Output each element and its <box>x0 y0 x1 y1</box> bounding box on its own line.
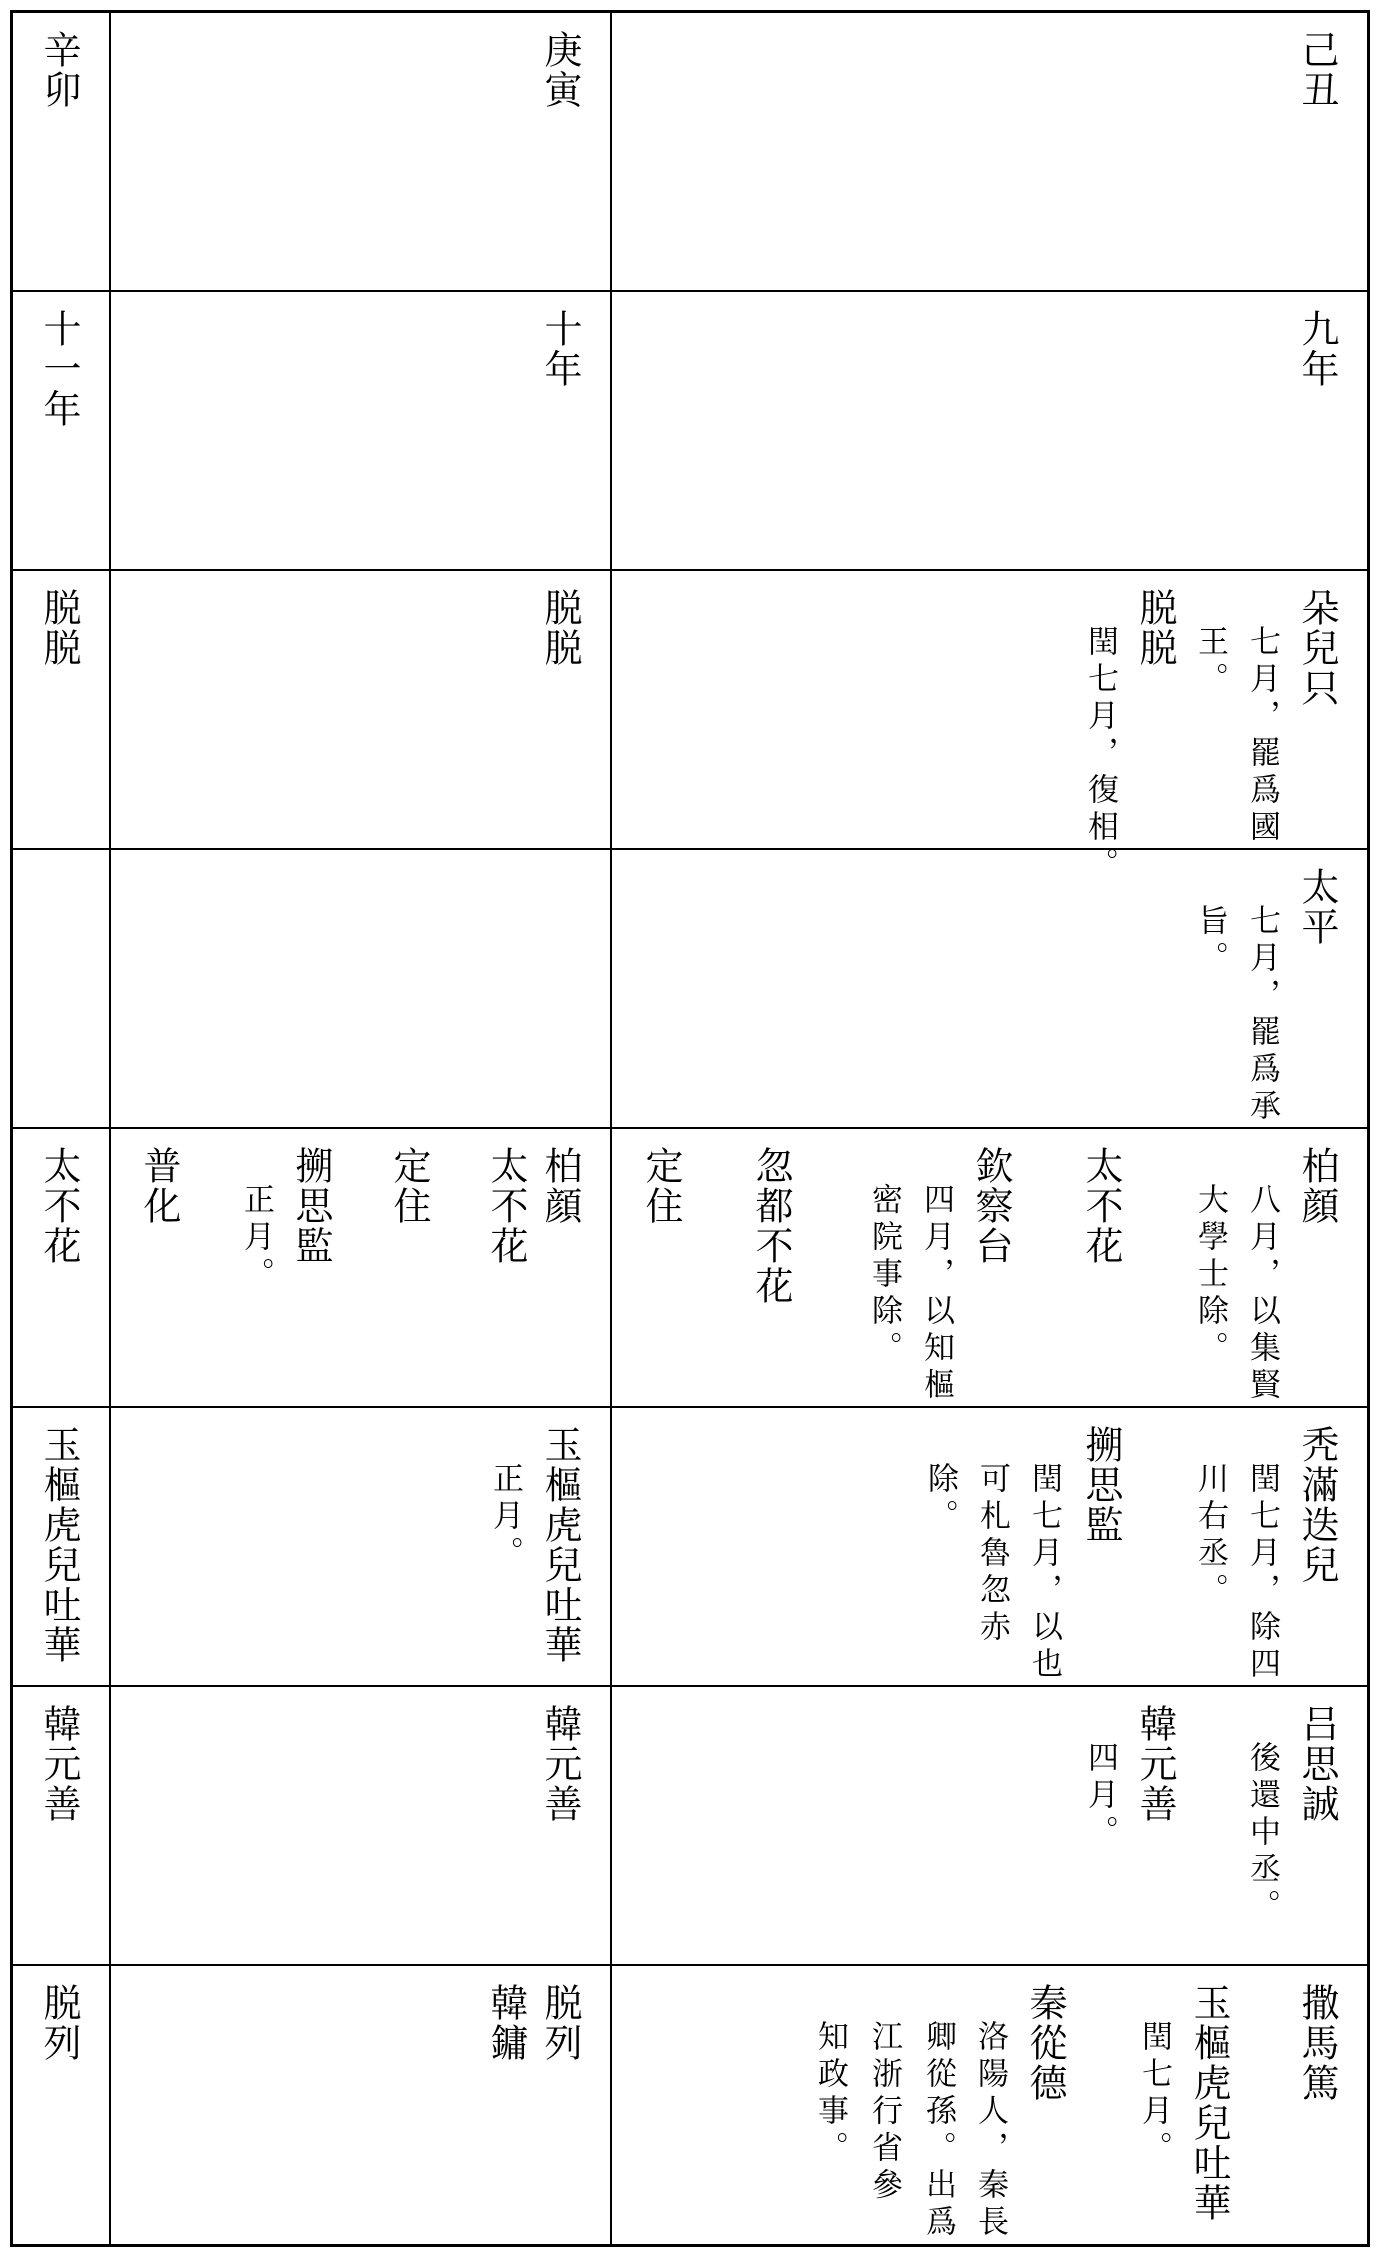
year-heading: 庚寅 <box>538 30 582 110</box>
era-year-heading: 九年 <box>1295 309 1339 389</box>
official-name: 搠思監 <box>1079 1425 1123 1545</box>
row-divider <box>10 1964 1370 1966</box>
official-name: 搠思監 <box>289 1146 333 1266</box>
appointment-note: 卿從孫。出爲 <box>920 2020 956 2242</box>
official-name: 柏顔 <box>538 1146 582 1226</box>
row-divider <box>10 569 1370 571</box>
appointment-note: 四月。 <box>1082 1741 1118 1852</box>
official-name: 韓元善 <box>37 1704 81 1824</box>
official-name: 韓鏞 <box>484 1983 528 2063</box>
appointment-note: 七月，罷爲承 <box>1244 904 1280 1126</box>
official-name: 欽察台 <box>969 1146 1013 1266</box>
appointment-note: 八月，以集賢 <box>1244 1183 1280 1405</box>
official-name: 秦從德 <box>1023 1983 1067 2103</box>
row-divider <box>10 1127 1370 1129</box>
appointment-note: 正月。 <box>487 1462 523 1573</box>
appointment-note: 可札魯忽赤 <box>974 1462 1010 1647</box>
official-name: 定住 <box>639 1146 683 1226</box>
appointment-note: 除。 <box>922 1462 958 1536</box>
official-name: 玉樞虎兒吐華 <box>1187 1983 1231 2223</box>
appointment-note: 密院事除。 <box>866 1183 902 1368</box>
year-heading: 辛卯 <box>37 30 81 110</box>
appointment-note: 正月。 <box>238 1183 274 1294</box>
era-year-heading: 十年 <box>538 309 582 389</box>
row-divider <box>10 290 1370 292</box>
official-name: 柏顔 <box>1295 1146 1339 1226</box>
appointment-note: 四月，以知樞 <box>918 1183 954 1405</box>
official-name: 韓元善 <box>1133 1704 1177 1824</box>
official-name: 太不花 <box>37 1146 81 1266</box>
official-name: 脱列 <box>538 1983 582 2063</box>
table-border-bottom <box>10 2244 1370 2247</box>
appointment-note: 知政事。 <box>812 2020 848 2168</box>
appointment-note: 閏七月，除四 <box>1244 1462 1280 1684</box>
appointment-note: 江浙行省參 <box>866 2020 902 2205</box>
appointment-note: 七月，罷爲國 <box>1244 625 1280 847</box>
official-name: 脱脱 <box>37 588 81 668</box>
era-year-heading: 十一年 <box>37 309 81 429</box>
row-divider <box>10 1406 1370 1408</box>
official-name: 普化 <box>137 1146 181 1226</box>
official-name: 忽都不花 <box>749 1146 793 1306</box>
appointment-note: 洛陽人，秦長 <box>972 2020 1008 2242</box>
appointment-note: 王。 <box>1192 625 1228 699</box>
table-border-top <box>10 10 1370 13</box>
official-name: 脱脱 <box>1133 588 1177 668</box>
year-heading: 己丑 <box>1295 30 1339 110</box>
official-name: 定住 <box>387 1146 431 1226</box>
official-name: 脱列 <box>37 1983 81 2063</box>
official-name: 太不花 <box>1079 1146 1123 1266</box>
official-name: 秃滿迭兒 <box>1295 1425 1339 1585</box>
official-name: 脱脱 <box>538 588 582 668</box>
appointment-note: 閏七月，以也 <box>1026 1462 1062 1684</box>
appointment-note: 旨。 <box>1192 904 1228 978</box>
official-name: 玉樞虎兒吐華 <box>538 1425 582 1665</box>
appointment-note: 大學士除。 <box>1192 1183 1228 1368</box>
row-divider <box>10 848 1370 850</box>
appointment-note: 川右丞。 <box>1192 1462 1228 1610</box>
official-name: 吕思誠 <box>1295 1704 1339 1824</box>
official-name: 太不花 <box>484 1146 528 1266</box>
appointment-note: 閏七月，復相。 <box>1082 625 1118 884</box>
official-name: 撒馬篤 <box>1295 1983 1339 2103</box>
row-divider <box>10 1685 1370 1687</box>
official-name: 太平 <box>1295 867 1339 947</box>
official-name: 朵兒只 <box>1295 588 1339 708</box>
official-name: 韓元善 <box>538 1704 582 1824</box>
appointment-note: 後還中丞。 <box>1244 1741 1280 1926</box>
official-name: 玉樞虎兒吐華 <box>37 1425 81 1665</box>
appointment-note: 閏七月。 <box>1136 2020 1172 2168</box>
